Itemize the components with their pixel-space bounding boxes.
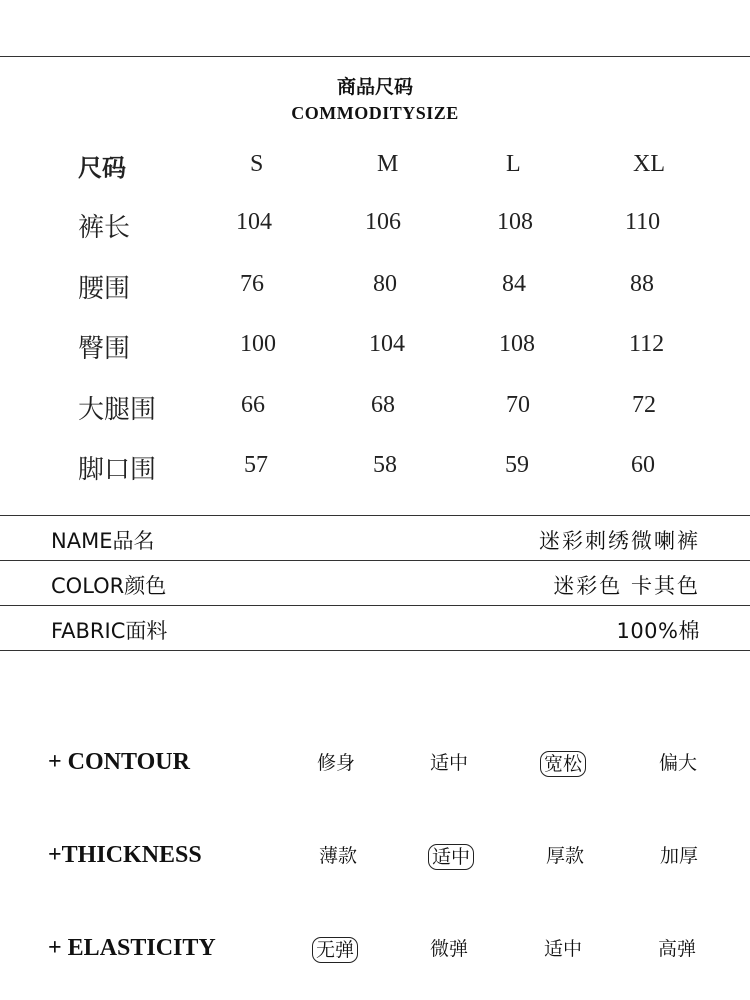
table-cell: 76 — [240, 271, 264, 297]
size-header-label: 尺码 — [78, 154, 126, 182]
table-cell: 68 — [371, 392, 395, 418]
table-cell: 112 — [629, 331, 665, 357]
table-cell: 100 — [240, 331, 276, 357]
info-row-name — [0, 516, 750, 560]
table-cell: 110 — [625, 209, 661, 235]
thickness-option-selected: 适中 — [406, 844, 496, 870]
size-col-s: S — [250, 151, 264, 177]
thickness-option: 厚款 — [545, 845, 584, 867]
table-cell: 106 — [365, 209, 401, 235]
attr-row-elasticity — [0, 931, 750, 971]
section-title-en: COMMODITYSIZE — [291, 103, 459, 123]
thickness-option: 加厚 — [659, 845, 698, 867]
table-cell: 72 — [632, 392, 656, 418]
elasticity-label: + ELASTICITY — [48, 935, 216, 961]
table-cell: 104 — [369, 331, 405, 357]
row-label: 臀围 — [78, 334, 131, 364]
color-value: 迷彩色 卡其色 — [553, 574, 700, 598]
elasticity-option: 适中 — [543, 938, 582, 960]
thickness-option: 薄款 — [318, 845, 357, 867]
contour-option: 适中 — [429, 752, 468, 774]
fabric-label: FABRIC面料 — [51, 619, 168, 643]
attr-row-thickness — [0, 838, 750, 878]
table-cell: 57 — [244, 452, 268, 478]
table-cell: 88 — [630, 271, 654, 297]
contour-option: 偏大 — [658, 752, 697, 774]
top-divider — [0, 56, 750, 57]
table-cell: 70 — [506, 392, 530, 418]
contour-label: + CONTOUR — [48, 749, 190, 775]
section-title-cn: 商品尺码 — [336, 76, 413, 98]
elasticity-option: 微弹 — [429, 938, 468, 960]
row-label: 腰围 — [78, 274, 131, 304]
name-value: 迷彩刺绣微喇裤 — [539, 529, 700, 553]
fabric-value: 100%棉 — [616, 619, 700, 643]
info-divider-bottom — [0, 650, 750, 651]
size-col-xl: XL — [633, 151, 665, 177]
table-cell: 66 — [241, 392, 265, 418]
table-cell: 80 — [373, 271, 397, 297]
elasticity-option: 高弹 — [657, 938, 696, 960]
table-cell: 104 — [236, 209, 272, 235]
table-cell: 84 — [502, 271, 526, 297]
row-label: 脚口围 — [78, 455, 157, 485]
attr-row-contour — [0, 745, 750, 785]
row-label: 大腿围 — [78, 395, 157, 425]
table-cell: 108 — [499, 331, 535, 357]
table-cell: 58 — [373, 452, 397, 478]
contour-option-selected: 宽松 — [518, 751, 608, 777]
table-cell: 60 — [631, 452, 655, 478]
elasticity-option-selected: 无弹 — [290, 937, 380, 963]
contour-option: 修身 — [316, 752, 355, 774]
table-cell: 108 — [497, 209, 533, 235]
thickness-label: +THICKNESS — [48, 842, 202, 868]
color-label: COLOR颜色 — [51, 574, 167, 598]
info-row-fabric — [0, 606, 750, 650]
name-label: NAME品名 — [51, 529, 155, 553]
info-row-color — [0, 561, 750, 605]
table-cell: 59 — [505, 452, 529, 478]
row-label: 裤长 — [78, 213, 131, 243]
size-col-m: M — [377, 151, 399, 177]
size-col-l: L — [506, 151, 521, 177]
